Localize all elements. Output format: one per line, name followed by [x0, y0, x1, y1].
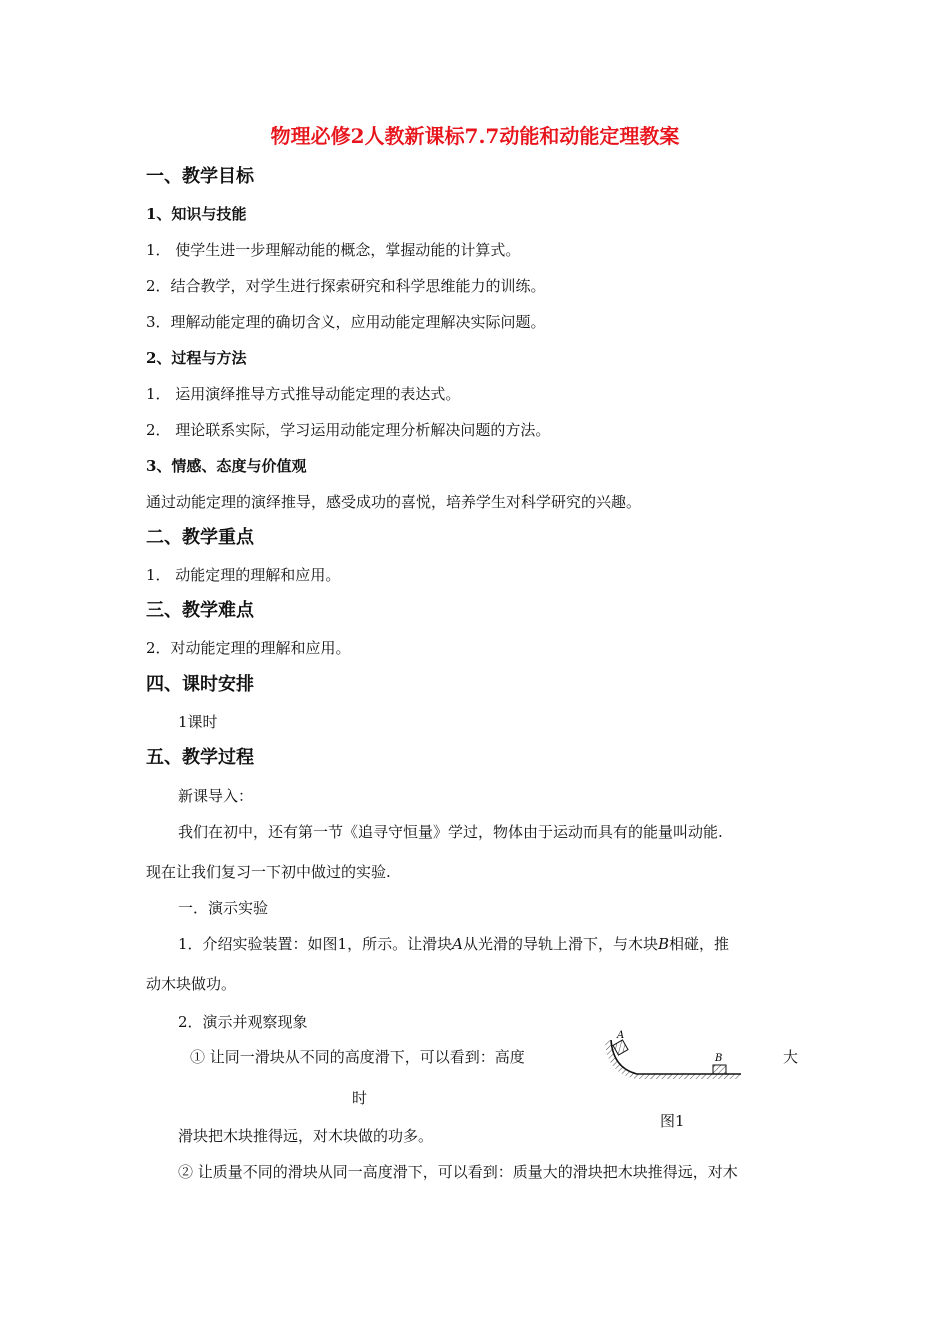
section-heading-schedule: 四、课时安排 — [146, 674, 254, 695]
subheading-process-method: 2、过程与方法 — [146, 349, 247, 367]
section-heading-difficulties: 三、教学难点 — [146, 600, 254, 621]
slider-block-a — [613, 1040, 628, 1055]
paragraph: 动木块做功。 — [146, 975, 237, 993]
figure-1-diagram — [603, 1030, 753, 1090]
paragraph: ① 让同一滑块从不同的高度滑下，可以看到：高度 — [190, 1048, 525, 1066]
subheading-knowledge-skills: 1、知识与技能 — [146, 205, 247, 223]
paragraph — [178, 934, 729, 954]
text-span: 相碰，推 — [668, 935, 729, 953]
list-item: 2．结合教学，对学生进行探索研究和科学思维能力的训练。 — [146, 277, 546, 295]
wood-block-b — [713, 1065, 726, 1074]
subheading-emotion-values: 3、情感、态度与价值观 — [146, 457, 307, 475]
paragraph: ② 让质量不同的滑块从同一高度滑下，可以看到：质量大的滑块把木块推得远，对木 — [178, 1163, 738, 1181]
text-span: 从光滑的导轨上滑下，与木块 — [462, 935, 658, 953]
label-b: B — [715, 1053, 723, 1064]
paragraph: 2．演示并观察现象 — [178, 1013, 308, 1031]
schedule-text: 1课时 — [178, 713, 218, 731]
paragraph: 现在让我们复习一下初中做过的实验. — [146, 863, 391, 881]
list-item: 2．对动能定理的理解和应用。 — [146, 639, 351, 657]
text-fragment: 大 — [783, 1048, 799, 1066]
variable-b: B — [657, 935, 669, 953]
section-heading-objectives: 一、教学目标 — [146, 166, 254, 187]
list-item: 1． 动能定理的理解和应用。 — [146, 566, 341, 584]
figure-1-caption: 图1 — [660, 1112, 685, 1130]
variable-a: A — [452, 935, 463, 953]
paragraph: 通过动能定理的演绎推导，感受成功的喜悦，培养学生对科学研究的兴趣。 — [146, 493, 642, 511]
paragraph: 新课导入： — [178, 787, 254, 805]
paragraph: 我们在初中，还有第一节《追寻守恒量》学过，物体由于运动而具有的能量叫动能. — [178, 823, 723, 841]
list-item: 2． 理论联系实际，学习运用动能定理分析解决问题的方法。 — [146, 421, 551, 439]
list-item: 1． 使学生进一步理解动能的概念，掌握动能的计算式。 — [146, 241, 521, 259]
subheading-demo: 一．演示实验 — [178, 899, 269, 917]
label-a: A — [617, 1030, 625, 1041]
list-item: 3．理解动能定理的确切含义，应用动能定理解决实际问题。 — [146, 313, 546, 331]
text-span: 1．介绍实验装置：如图1，所示。让滑块 — [178, 935, 453, 953]
section-heading-process: 五、教学过程 — [146, 747, 254, 768]
document-title: 物理必修2人教新课标7.7动能和动能定理教案 — [270, 124, 680, 148]
text-fragment: 时 — [352, 1089, 368, 1107]
list-item: 1． 运用演绎推导方式推导动能定理的表达式。 — [146, 385, 461, 403]
paragraph: 滑块把木块推得远，对木块做的功多。 — [178, 1127, 434, 1145]
section-heading-key-points: 二、教学重点 — [146, 527, 254, 548]
